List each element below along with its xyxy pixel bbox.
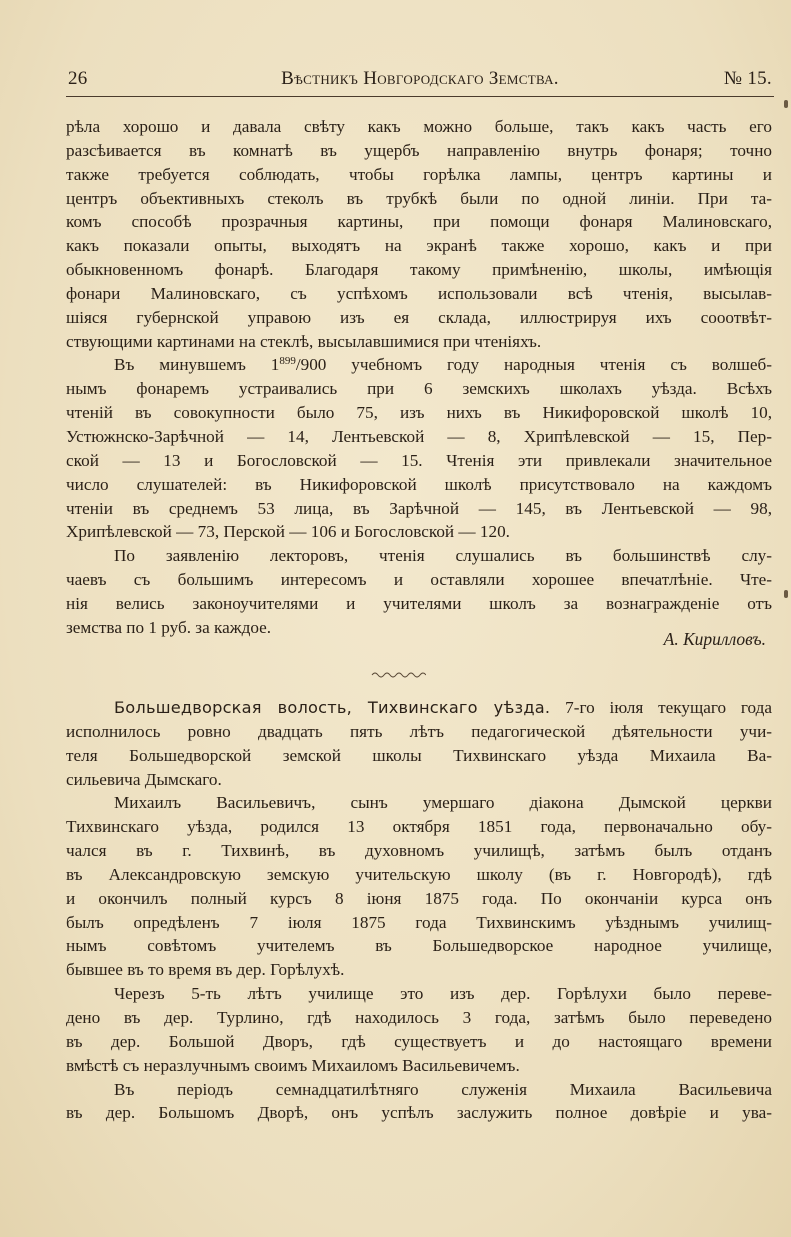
article-teacher-anniversary [66,696,772,1125]
text-line: нымъ совѣтомъ учителемъ въ Большедворское народное училище, [66,936,772,956]
running-header [68,68,772,94]
author-signature: А. Кирилловъ. [663,629,766,649]
page-edge-mark [784,100,788,108]
text-line: нія велись законоучителями и учителями школъ за вознагражденіе отъ [66,593,772,613]
text-line: чтеній въ совокупности было 75, изъ нихъ въ Никифоровской школѣ 10, [66,403,772,423]
text-line: также требуется соблюдать, чтобы горѣлка лампы, центръ картины и [66,164,772,184]
text-line: ской — 13 и Богословской — 15. Чтенія эти привлекали значительное [66,450,772,470]
text-run: /900 учебномъ году народныя чтенія съ волшеб- [295,355,772,375]
text-line: исполнилось ровно двадцать пять лѣтъ педагогической дѣятельности учи- [66,721,772,741]
text-line: въ дер. Большой Дворъ, гдѣ существуетъ и до настоящаго времени [66,1031,772,1051]
text-run: Въ минувшемъ 1 [114,355,280,375]
paragraph-2 [66,791,772,982]
paragraph-3 [66,544,772,639]
text-line: дено въ дер. Турлино, гдѣ находилось 3 года, затѣмъ было переведено [66,1007,772,1027]
text-line: фонари Малиновскаго, съ успѣхомъ использовали всѣ чтенія, высылав- [66,283,772,303]
text-line: рѣла хорошо и давала свѣту какъ можно больше, такъ какъ часть его [66,117,772,136]
text-line: сильевича Дымскаго. [66,769,222,789]
text-line: комъ способѣ прозрачныя картины, при помощи фонаря Малиновскаго, [66,212,772,232]
text-line: Михаилъ Васильевичъ, сынъ умершаго діакона Дымской церкви [114,793,772,813]
text-line: По заявленію лекторовъ, чтенія слушались въ большинствѣ слу- [114,546,772,566]
text-line: бывшее въ то время въ дер. Горѣлухѣ. [66,960,345,980]
text-line: земства по 1 руб. за каждое. [66,617,272,637]
text-line-with-heading [66,696,772,720]
page-number: 26 [68,68,88,89]
text-line: Тихвинскаго уѣзда, родился 13 октября 1851 года, первоначально обу- [66,817,772,837]
text-line: ствующими картинами на стеклѣ, высылавшимися при чтеніяхъ. [66,331,542,351]
page-edge-mark [784,590,788,598]
text-line: какъ показали опыты, выходятъ на экранѣ также хорошо, какъ и при [66,236,772,256]
paragraph-2 [66,353,772,544]
text-line: Черезъ 5-ть лѣтъ училище это изъ дер. Горѣлухи было переве- [114,984,772,1004]
article-heading: Большедворская волость, Тихвинскаго уѣзда. [114,698,551,717]
text-line: Устюжнско-Зарѣчной — 14, Лентьевской — 8, Хрипѣлевской — 15, Пер- [66,426,772,446]
paragraph-4 [66,1078,772,1126]
text-line: и окончилъ полный курсъ 8 іюня 1875 года. По окончаніи курса онъ [66,888,772,908]
paragraph-3 [66,982,772,1077]
issue-number: № 15. [723,68,772,89]
text-line: шіяся губернской управою изъ ея склада, иллюстрируя ихъ сооотвѣт- [66,307,772,327]
text-line: разсѣивается въ комнатѣ въ ущербъ направленію внутрь фонаря; точно [66,140,772,160]
paragraph-1 [66,696,772,791]
text-line-with-fraction [66,353,772,377]
journal-title: Вѣстникъ Новгородскаго Земства. [281,68,559,89]
text-line: чтеніи въ среднемъ 53 лица, въ Зарѣчной — 145, въ Лентьевской — 98, [66,498,772,518]
text-line: теля Большедворской земской школы Тихвинскаго уѣзда Михаила Ва- [66,745,772,765]
paragraph-1 [66,115,772,353]
text-line: центръ объективныхъ стеколъ въ трубкѣ были по одной линіи. При та- [66,188,772,208]
text-line: чался въ г. Тихвинѣ, въ духовномъ училищѣ, затѣмъ былъ отданъ [66,841,772,861]
section-divider [370,670,426,680]
text-line: Въ періодъ семнадцатилѣтняго служенія Михаила Васильевича [114,1079,772,1099]
text-line: вмѣстѣ съ неразлучнымъ своимъ Михаиломъ Васильевичемъ. [66,1055,520,1075]
text-line: обыкновенномъ фонарѣ. Благодаря такому примѣненію, школы, имѣющія [66,260,772,280]
text-line: въ Александровскую земскую учительскую школу (въ г. Новгородѣ), гдѣ [66,864,772,884]
article-lantern-readings [66,115,772,640]
text-line: число слушателей: въ Никифоровской школѣ присутствовало на каждомъ [66,474,772,494]
text-line: Хрипѣлевской — 73, Перской — 106 и Богословской — 120. [66,522,510,542]
fraction-numerator: 899 [279,355,296,368]
text-line: чаевъ съ большимъ интересомъ и оставляли хорошее впечатлѣніе. Чте- [66,570,772,590]
text-line: въ дер. Большомъ Дворѣ, онъ успѣлъ заслужить полное довѣріе и ува- [66,1103,772,1123]
header-rule [66,96,774,97]
text-run: 7-го іюля текущаго года [565,698,773,717]
text-line: былъ опредѣленъ 7 іюля 1875 года Тихвинскимъ уѣзднымъ училищ- [66,912,772,932]
text-line: нымъ фонаремъ устраивались при 6 земскихъ школахъ уѣзда. Всѣхъ [66,379,772,399]
